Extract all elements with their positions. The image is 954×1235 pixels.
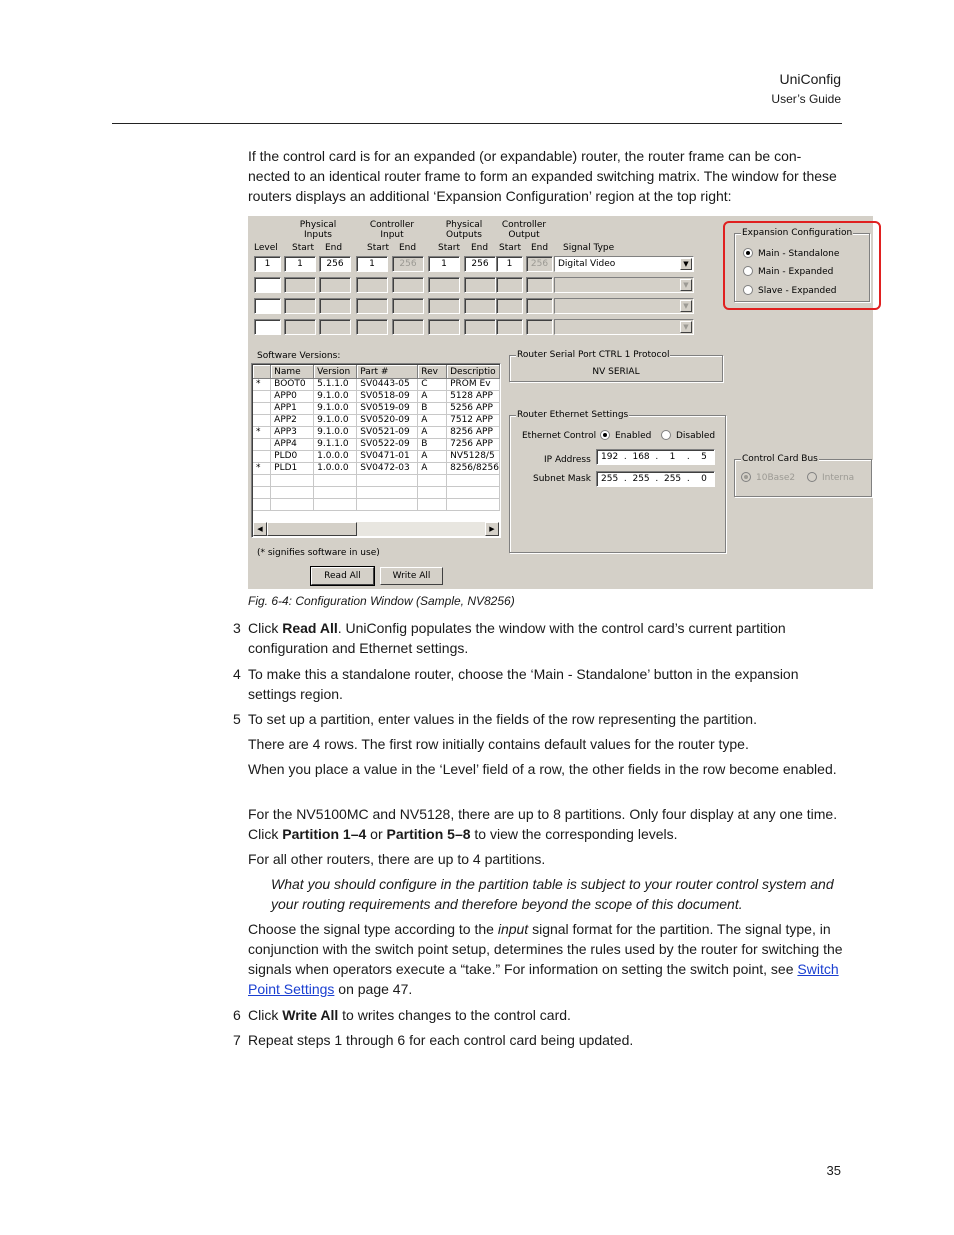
intro-paragraph: If the control card is for an expanded (or expandable) router, the router frame can be con-nected to an identical router frame to form an expanded switching matrix. The window for these routers displays an additional ‘Expansion Configuration’ region at the top right: xyxy=(248,148,837,204)
serial-port-title: Router Serial Port CTRL 1 Protocol xyxy=(517,350,670,360)
software-versions-list[interactable] xyxy=(251,363,501,538)
expansion-configuration-title: Expansion Configuration xyxy=(742,228,853,238)
step-5-text: To set up a partition, enter values in the fields of the row representing the partition. xyxy=(248,711,757,727)
dropdown-arrow-icon[interactable]: ▼ xyxy=(680,258,692,270)
level-field-row2[interactable] xyxy=(254,277,281,293)
table-cell: 5.1.1.0 xyxy=(314,379,357,391)
table-cell xyxy=(447,475,500,487)
table-row[interactable] xyxy=(253,427,500,439)
signal-type-paragraph xyxy=(248,919,843,999)
step-4-text: To make this a standalone router, choose the ‘Main - Standalone’ button in the expansion settings region. xyxy=(248,666,799,702)
pi-end-field-row3 xyxy=(319,298,351,314)
table-cell xyxy=(271,487,314,499)
running-header-title: UniConfig xyxy=(779,71,841,87)
pi-end-header: End xyxy=(325,243,343,253)
signal-type-value: Digital Video xyxy=(558,259,616,269)
table-cell xyxy=(314,487,357,499)
ethernet-settings-group xyxy=(509,410,726,553)
signal-type-header: Signal Type xyxy=(563,243,615,253)
co-end-field-row4 xyxy=(526,319,553,335)
step-6-text xyxy=(248,1005,843,1025)
table-cell: APP4 xyxy=(271,439,314,451)
input-term: input xyxy=(497,921,529,937)
table-cell: 9.1.0.0 xyxy=(314,403,357,415)
signal-type-select-row3 xyxy=(554,298,694,314)
po-end-field-row1[interactable]: 256 xyxy=(464,256,496,272)
step-3-text-a: Click xyxy=(248,620,283,636)
table-cell xyxy=(357,499,418,511)
ci-end-field-row1: 256 xyxy=(392,256,424,272)
table-cell: 9.1.0.0 xyxy=(314,415,357,427)
page-number: 35 xyxy=(826,1163,841,1178)
sig-text-a: Choose the signal type according to the xyxy=(248,921,498,937)
table-cell: SV0472-03 xyxy=(357,463,418,475)
empty-table-row xyxy=(253,487,500,499)
pi-start-field-row2 xyxy=(284,277,316,293)
ci-start-field-row2 xyxy=(356,277,388,293)
scope-note: What you should configure in the partition table is subject to your router control system and your routing requirements and therefore beyond the scope of this document. xyxy=(271,876,834,912)
level-header: Level xyxy=(254,243,278,253)
step-3-text-c: . UniConfig populates the window with the control card’s current partition configuration and Ethernet settings. xyxy=(248,620,786,656)
subnet-mask-field[interactable]: 255 . 255 . 255 . 0 xyxy=(596,471,715,487)
control-card-bus-title: Control Card Bus xyxy=(742,454,818,464)
table-cell: SV0518-09 xyxy=(357,391,418,403)
co-end-field-row1: 256 xyxy=(526,256,553,272)
table-cell: A xyxy=(418,463,447,475)
table-cell xyxy=(314,475,357,487)
pi-end-field-row1[interactable]: 256 xyxy=(319,256,351,272)
step-7-text: Repeat steps 1 through 6 for each control card being updated. xyxy=(248,1032,634,1048)
running-header-subtitle: User’s Guide xyxy=(771,92,841,106)
software-column-header[interactable]: Part # xyxy=(357,365,418,379)
table-cell: APP0 xyxy=(271,391,314,403)
ci-end-field-row2 xyxy=(392,277,424,293)
table-cell: * xyxy=(253,463,271,475)
ci-start-field-row1[interactable]: 1 xyxy=(356,256,388,272)
table-cell: PLD1 xyxy=(271,463,314,475)
co-start-field-row4 xyxy=(496,319,523,335)
ci-start-field-row4 xyxy=(356,319,388,335)
table-cell: A xyxy=(418,451,447,463)
table-cell xyxy=(253,391,271,403)
level-paragraph: When you place a value in the ‘Level’ field of a row, the other fields in the row become enabled. xyxy=(248,761,837,777)
table-cell: SV0443-05 xyxy=(357,379,418,391)
table-cell: C xyxy=(418,379,447,391)
switch-point-settings-link[interactable]: Switch Point Settings xyxy=(248,961,839,997)
table-cell: 7512 APP xyxy=(447,415,500,427)
table-cell: 9.1.1.0 xyxy=(314,439,357,451)
level-field-row1[interactable]: 1 xyxy=(254,256,281,272)
table-cell xyxy=(314,499,357,511)
table-cell: SV0471-01 xyxy=(357,451,418,463)
scroll-left-icon[interactable]: ◀ xyxy=(253,522,267,536)
po-start-field-row4 xyxy=(428,319,460,335)
ethernet-settings-title: Router Ethernet Settings xyxy=(517,410,629,420)
table-cell: B xyxy=(418,403,447,415)
dropdown-arrow-icon: ▼ xyxy=(680,279,692,291)
co-start-field-row2 xyxy=(496,277,523,293)
table-cell: BOOT0 xyxy=(271,379,314,391)
table-row[interactable] xyxy=(253,415,500,427)
software-column-header[interactable]: Name xyxy=(271,365,314,379)
software-versions-label: Software Versions: xyxy=(257,351,341,361)
read-all-button[interactable]: Read All xyxy=(311,567,374,585)
scroll-right-icon[interactable]: ▶ xyxy=(485,522,499,536)
pi-end-field-row2 xyxy=(319,277,351,293)
co-start-field-row3 xyxy=(496,298,523,314)
pi-start-field-row4 xyxy=(284,319,316,335)
table-row[interactable] xyxy=(253,391,500,403)
ethernet-enabled-label: Enabled xyxy=(615,431,652,441)
table-cell: 1.0.0.0 xyxy=(314,463,357,475)
po-start-field-row3 xyxy=(428,298,460,314)
table-row[interactable] xyxy=(253,463,500,475)
co-end-field-row3 xyxy=(526,298,553,314)
table-cell xyxy=(418,487,447,499)
po-start-header: Start xyxy=(438,243,460,253)
po-end-field-row4 xyxy=(464,319,496,335)
table-cell xyxy=(357,487,418,499)
table-cell: B xyxy=(418,439,447,451)
table-cell: 9.1.0.0 xyxy=(314,427,357,439)
software-column-header[interactable]: Descriptio xyxy=(447,365,500,379)
table-cell xyxy=(357,475,418,487)
table-cell xyxy=(447,487,500,499)
table-cell xyxy=(271,475,314,487)
scrollbar-thumb[interactable] xyxy=(267,522,357,536)
step-3-number: 3 xyxy=(233,620,241,636)
pi-start-header: Start xyxy=(292,243,314,253)
ci-end-field-row3 xyxy=(392,298,424,314)
po-end-header: End xyxy=(471,243,489,253)
figure-caption: Fig. 6-4: Configuration Window (Sample, NV8256) xyxy=(248,594,515,608)
bus-internal-label: Interna xyxy=(822,473,855,483)
pi-start-field-row3 xyxy=(284,298,316,314)
step-5-number: 5 xyxy=(233,711,241,727)
table-cell xyxy=(253,451,271,463)
write-all-term: Write All xyxy=(282,1007,339,1023)
ethernet-disabled-radio[interactable] xyxy=(661,430,671,440)
table-cell xyxy=(253,487,271,499)
table-cell: SV0519-09 xyxy=(357,403,418,415)
step-4-number: 4 xyxy=(233,666,241,682)
header-rule xyxy=(112,123,842,124)
level-field-row4[interactable] xyxy=(254,319,281,335)
partition-1-4-term: Partition 1–4 xyxy=(282,826,367,842)
bus-10base2-radio xyxy=(741,472,751,482)
signal-type-select-row1[interactable] xyxy=(554,256,694,272)
table-cell: APP3 xyxy=(271,427,314,439)
table-cell xyxy=(253,475,271,487)
main-standalone-label: Main - Standalone xyxy=(758,249,840,259)
table-cell: SV0520-09 xyxy=(357,415,418,427)
table-cell: A xyxy=(418,391,447,403)
co-end-field-row2 xyxy=(526,277,553,293)
step-7-number: 7 xyxy=(233,1032,241,1048)
table-cell: 7256 APP xyxy=(447,439,500,451)
sig-text-d: on page 47. xyxy=(334,981,413,997)
ethernet-disabled-label: Disabled xyxy=(676,431,716,441)
bus-10base2-label: 10Base2 xyxy=(756,473,796,483)
po-end-field-row3 xyxy=(464,298,496,314)
table-cell: 5256 APP xyxy=(447,403,500,415)
co-start-header: Start xyxy=(499,243,521,253)
table-cell: * xyxy=(253,427,271,439)
table-cell: APP2 xyxy=(271,415,314,427)
empty-table-row xyxy=(253,499,500,511)
table-cell: APP1 xyxy=(271,403,314,415)
software-column-header[interactable] xyxy=(253,365,271,379)
table-cell xyxy=(418,475,447,487)
table-cell: SV0522-09 xyxy=(357,439,418,451)
step-6-number: 6 xyxy=(233,1007,241,1023)
table-cell xyxy=(253,439,271,451)
table-cell: A xyxy=(418,427,447,439)
table-cell xyxy=(447,499,500,511)
table-row[interactable] xyxy=(253,379,500,391)
table-cell: SV0521-09 xyxy=(357,427,418,439)
software-column-header[interactable]: Version xyxy=(314,365,357,379)
ip-address-field[interactable]: 192 . 168 . 1 . 5 xyxy=(596,449,715,465)
partition-5-8-term: Partition 5–8 xyxy=(386,826,471,842)
rows-paragraph: There are 4 rows. The first row initially contains default values for the router type. xyxy=(248,736,749,752)
table-row[interactable] xyxy=(253,439,500,451)
po-end-field-row2 xyxy=(464,277,496,293)
controller-output-header: Controller Output xyxy=(501,220,547,240)
po-start-field-row1[interactable]: 1 xyxy=(428,256,460,272)
table-cell: 9.1.0.0 xyxy=(314,391,357,403)
bus-internal-radio xyxy=(807,472,817,482)
table-cell: A xyxy=(418,415,447,427)
dropdown-arrow-icon: ▼ xyxy=(680,321,692,333)
pi-end-field-row4 xyxy=(319,319,351,335)
ethernet-enabled-radio[interactable] xyxy=(600,430,610,440)
table-cell xyxy=(253,499,271,511)
sig-text-c: signal format for the partition. The signal type, in conjunction with the switch point setup, determines the rules used by the router for switching the signals when operators execute a “take.” For information on setting the switch point, see xyxy=(248,921,843,977)
signal-type-select-row2 xyxy=(554,277,694,293)
empty-table-row xyxy=(253,475,500,487)
level-field-row3[interactable] xyxy=(254,298,281,314)
table-cell: 1.0.0.0 xyxy=(314,451,357,463)
ci-end-field-row4 xyxy=(392,319,424,335)
table-cell: NV5128/5 xyxy=(447,451,500,463)
main-expanded-label: Main - Expanded xyxy=(758,267,834,277)
nv-text-e: to view the corresponding levels. xyxy=(470,826,678,842)
ci-start-field-row3 xyxy=(356,298,388,314)
table-cell: PLD0 xyxy=(271,451,314,463)
controller-input-header: Controller Input xyxy=(369,220,415,240)
slave-expanded-label: Slave - Expanded xyxy=(758,286,837,296)
serial-port-group xyxy=(509,350,723,382)
ethernet-control-label: Ethernet Control xyxy=(522,431,597,441)
nv5100-paragraph xyxy=(248,804,843,844)
dropdown-arrow-icon: ▼ xyxy=(680,300,692,312)
serial-protocol-value: NV SERIAL xyxy=(592,367,640,377)
control-card-bus-group xyxy=(734,454,872,497)
software-column-header[interactable]: Rev xyxy=(418,365,447,379)
table-row[interactable] xyxy=(253,403,500,415)
physical-inputs-header: Physical Inputs xyxy=(299,220,337,240)
other-routers-paragraph: For all other routers, there are up to 4 partitions. xyxy=(248,851,546,867)
step-3-text xyxy=(248,618,843,658)
table-cell xyxy=(253,403,271,415)
signal-type-select-row4 xyxy=(554,319,694,335)
horizontal-scrollbar[interactable] xyxy=(253,522,499,536)
table-cell: 8256/8256 xyxy=(447,463,500,475)
table-cell xyxy=(418,499,447,511)
expansion-highlight-box xyxy=(723,221,881,310)
write-all-button[interactable]: Write All xyxy=(380,567,443,585)
table-cell xyxy=(253,415,271,427)
step-6-text-c: to writes changes to the control card. xyxy=(338,1007,571,1023)
co-start-field-row1[interactable]: 1 xyxy=(496,256,523,272)
read-all-term: Read All xyxy=(282,620,338,636)
ip-address-label: IP Address xyxy=(544,455,591,465)
table-cell: 8256 APP xyxy=(447,427,500,439)
table-cell: 5128 APP xyxy=(447,391,500,403)
po-start-field-row2 xyxy=(428,277,460,293)
software-footnote: (* signifies software in use) xyxy=(257,548,380,558)
pi-start-field-row1[interactable]: 1 xyxy=(284,256,316,272)
table-row[interactable] xyxy=(253,451,500,463)
ci-start-header: Start xyxy=(367,243,389,253)
table-cell: * xyxy=(253,379,271,391)
table-cell xyxy=(271,499,314,511)
step-6-text-a: Click xyxy=(248,1007,283,1023)
ci-end-header: End xyxy=(399,243,417,253)
nv-text-a: For the NV5100MC and NV5128, there are up to 8 partitions. Only four display at any one time. Click xyxy=(248,806,838,842)
co-end-header: End xyxy=(531,243,549,253)
subnet-mask-label: Subnet Mask xyxy=(533,474,591,484)
table-cell: PROM Ev xyxy=(447,379,500,391)
nv-text-c: or xyxy=(366,826,387,842)
physical-outputs-header: Physical Outputs xyxy=(445,220,483,240)
